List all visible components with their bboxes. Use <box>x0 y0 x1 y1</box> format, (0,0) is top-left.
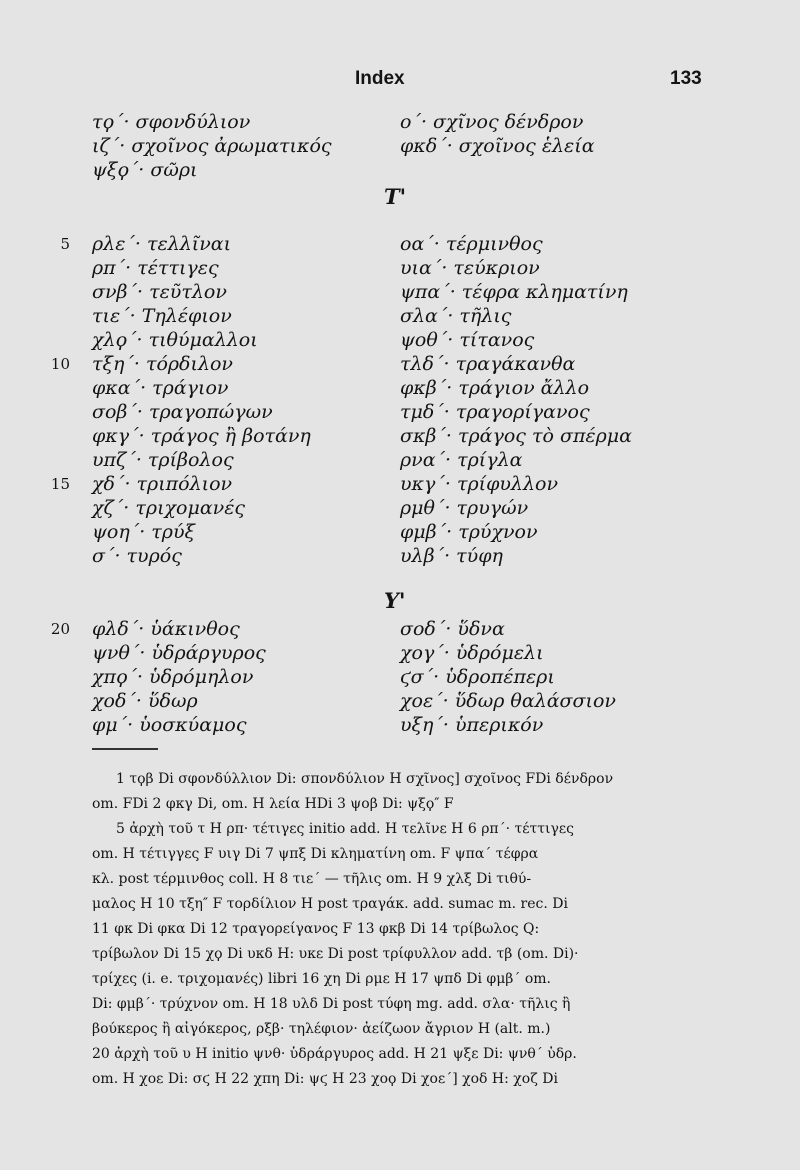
right-entry: χοε΄· ὕδωρ θαλάσσιον <box>400 690 616 712</box>
left-entry: ψνθ΄· ὑδράργυρος <box>92 642 266 664</box>
section-heading-y: Y' <box>384 588 406 613</box>
right-entry: ρμθ΄· τρυγών <box>400 497 529 519</box>
right-entry: οα΄· τέρμινθος <box>400 233 543 255</box>
left-entry: χζ΄· τριχομανές <box>92 497 246 519</box>
apparatus-line: τρίχες (i. e. τριχομανές) libri 16 χη Di ρμε H 17 ψπδ Di φμβ΄ om. <box>92 971 552 987</box>
apparatus-line: om. H τέτιγγες F υιγ Di 7 ψπξ Di κληματίνη om. F ψπα΄ τέφρα <box>92 846 539 862</box>
page-number: 133 <box>670 68 702 89</box>
left-entry: χοδ΄· ὕδωρ <box>92 690 198 712</box>
line-number: 5 <box>60 235 70 253</box>
running-header-title: Index <box>355 68 405 89</box>
right-entry: ψοθ΄· τίτανος <box>400 329 535 351</box>
right-entry: υλβ΄· τύφη <box>400 545 503 567</box>
apparatus-line: 20 ἀρχὴ τοῦ υ H initio ψνθ· ὑδράργυρος add. H 21 ψξε Di: ψνθ΄ ὑδρ. <box>92 1046 577 1062</box>
right-entry: τμδ΄· τραγορίγανος <box>400 401 590 423</box>
left-entry: ρπ΄· τέττιγες <box>92 257 219 279</box>
right-entry: σοδ΄· ὕδνα <box>400 618 505 640</box>
right-entry: φκδ΄· σχοῖνος ἑλεία <box>400 135 595 157</box>
apparatus-line: om. FDi 2 φκγ Di, om. H λεία HDi 3 ψοβ Di: ψξϙ″ F <box>92 796 454 812</box>
apparatus-line: om. H χοε Di: σϛ H 22 χπη Di: ψϛ H 23 χοϙ Di χοε΄] χοδ H: χοζ Di <box>92 1071 558 1087</box>
line-number: 15 <box>50 475 70 493</box>
section-heading-t: T' <box>384 184 407 209</box>
left-entry: ρλε΄· τελλῖναι <box>92 233 232 255</box>
right-entry: υξη΄· ὑπερικόν <box>400 714 544 736</box>
apparatus-line: 11 φκ Di φκα Di 12 τραγορείγανος F 13 φκβ Di 14 τρίβωλος Q: <box>92 921 540 937</box>
left-entry: χδ΄· τριπόλιον <box>92 473 233 495</box>
left-entry: τϙ΄· σφονδύλιον <box>92 111 251 133</box>
right-entry: σκβ΄· τράγος τὸ σπέρμα <box>400 425 632 447</box>
left-entry: ιζ΄· σχοῖνος ἀρωματικός <box>92 135 332 157</box>
right-entry: ο΄· σχῖνος δένδρον <box>400 111 584 133</box>
left-entry: φλδ΄· ὑάκινθος <box>92 618 240 640</box>
left-entry: χπϙ΄· ὑδρόμηλον <box>92 666 254 688</box>
apparatus-line: μαλος H 10 τξη″ F τορδίλιον H post τραγάκ. add. sumac m. rec. Di <box>92 896 568 912</box>
right-entry: χογ΄· ὑδρόμελι <box>400 642 544 664</box>
left-entry: τξη΄· τόρδιλον <box>92 353 233 375</box>
apparatus-line: βούκερος ἢ αἰγόκερος, ρξβ· τηλέφιον· ἀείζωον ἄγριον H (alt. m.) <box>92 1021 551 1037</box>
right-entry: ρνα΄· τρίγλα <box>400 449 523 471</box>
apparatus-line: τρίβωλον Di 15 χϙ Di υκδ H: υκε Di post τρίφυλλον add. τβ (om. Di)· <box>92 946 579 962</box>
left-entry: φκα΄· τράγιον <box>92 377 229 399</box>
right-entry: υια΄· τεύκριον <box>400 257 540 279</box>
left-entry: φκγ΄· τράγος ἢ βοτάνη <box>92 425 311 447</box>
apparatus-divider <box>92 748 158 750</box>
left-entry: σοβ΄· τραγοπώγων <box>92 401 273 423</box>
right-entry: φκβ΄· τράγιον ἄλλο <box>400 377 590 399</box>
right-entry: τλδ΄· τραγάκανθα <box>400 353 576 375</box>
right-entry: φμβ΄· τρύχνον <box>400 521 538 543</box>
left-entry: φμ΄· ὑοσκύαμος <box>92 714 247 736</box>
apparatus-line: Di: φμβ΄· τρύχνον om. H 18 υλδ Di post τύφη mg. add. σλα· τῆλις ἢ <box>92 996 571 1012</box>
left-entry: ψοη΄· τρύξ <box>92 521 195 543</box>
line-number: 10 <box>50 355 70 373</box>
right-entry: ϛσ΄· ὑδροπέπερι <box>400 666 555 688</box>
left-entry: τιε΄· Τηλέφιον <box>92 305 232 327</box>
right-entry: σλα΄· τῆλις <box>400 305 512 327</box>
line-number: 20 <box>50 620 70 638</box>
right-entry: ψπα΄· τέφρα κληματίνη <box>400 281 628 303</box>
apparatus-line: 1 τϙβ Di σφονδύλλιον Di: σπονδύλιον H σχῖνος] σχοῖνος FDi δένδρον <box>116 771 614 787</box>
left-entry: σνβ΄· τεῦτλον <box>92 281 227 303</box>
right-entry: υκγ΄· τρίφυλλον <box>400 473 559 495</box>
left-entry: υπζ΄· τρίβολος <box>92 449 234 471</box>
apparatus-line: κλ. post τέρμινθος coll. H 8 τιε΄ — τῆλις om. H 9 χλξ Di τιθύ- <box>92 871 532 887</box>
left-entry: χλϙ΄· τιθύμαλλοι <box>92 329 258 351</box>
left-entry: ψξϙ΄· σῶρι <box>92 159 198 181</box>
left-entry: σ΄· τυρός <box>92 545 182 567</box>
apparatus-line: 5 ἀρχὴ τοῦ τ H ρπ· τέτιγες initio add. H τελῖνε H 6 ρπ΄· τέττιγες <box>116 821 574 837</box>
